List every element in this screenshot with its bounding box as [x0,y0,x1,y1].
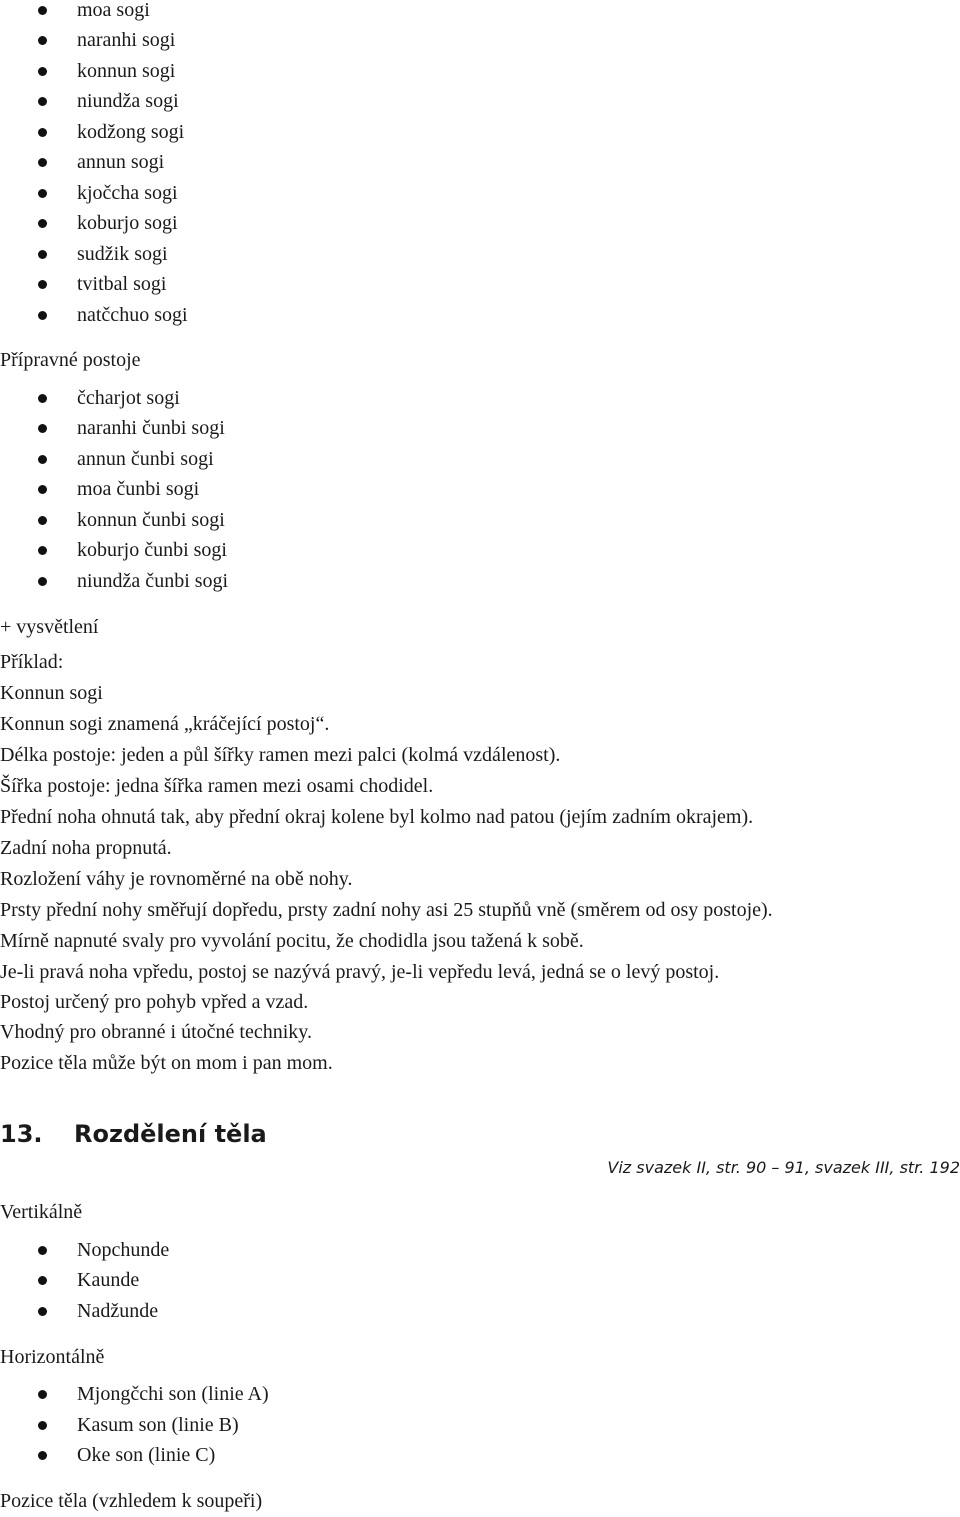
bullet-icon [38,455,47,464]
paragraph-line: Mírně napnuté svaly pro vyvolání pocitu, že chodidla jsou tažená k sobě. [0,930,584,952]
list-item: naranhi čunbi sogi [0,418,960,442]
list-item: annun sogi [0,152,960,176]
bullet-icon [38,189,47,198]
example-label: Příklad: [0,651,64,673]
bullet-icon [38,516,47,525]
list-item: konnun čunbi sogi [0,510,960,534]
list-item: Nopchunde [0,1240,960,1264]
list-item: koburjo sogi [0,213,960,237]
bullet-icon [38,1307,47,1316]
list-item: Nadžunde [0,1301,960,1325]
list-item: čcharjot sogi [0,388,960,412]
list-item: niundža čunbi sogi [0,571,960,595]
paragraph-line: Postoj určený pro pohyb vpřed a vzad. [0,991,309,1013]
bullet-icon [38,311,47,320]
paragraph-line: Rozložení váhy je rovnoměrné na obě nohy. [0,868,353,890]
bullet-icon [38,280,47,289]
bullet-icon [38,1390,47,1399]
paragraph-line: Konnun sogi znamená „kráčející postoj“. [0,713,330,735]
bullet-icon [38,250,47,259]
paragraph-line: Vhodný pro obranné i útočné techniky. [0,1021,312,1043]
bullet-icon [38,67,47,76]
bullet-icon [38,1246,47,1255]
bullet-icon [38,128,47,137]
bullet-icon [38,424,47,433]
explanation-heading: + vysvětlení [0,616,99,638]
paragraph-line: Pozice těla může být on mom i pan mom. [0,1052,333,1074]
list-item: Oke son (linie C) [0,1445,960,1469]
preparatory-heading: Přípravné postoje [0,349,141,371]
position-heading: Pozice těla (vzhledem k soupeři) [0,1490,263,1512]
section-reference: Viz svazek II, str. 90 – 91, svazek III, str. 192 [607,1158,960,1177]
paragraph-line: Přední noha ohnutá tak, aby přední okraj kolene byl kolmo nad patou (jejím zadním okrajem). [0,806,754,828]
bullet-icon [38,577,47,586]
list-item: natčchuo sogi [0,305,960,329]
list-item: kjočcha sogi [0,183,960,207]
list-item: koburjo čunbi sogi [0,540,960,564]
bullet-icon [38,546,47,555]
bullet-icon [38,394,47,403]
vertical-heading: Vertikálně [0,1201,83,1223]
list-item: sudžik sogi [0,244,960,268]
list-item: Kasum son (linie B) [0,1415,960,1439]
list-item: kodžong sogi [0,122,960,146]
list-item: Kaunde [0,1270,960,1294]
paragraph-line: Je-li pravá noha vpředu, postoj se nazývá pravý, je-li vepředu levá, jedná se o levý postoj. [0,961,720,983]
bullet-icon [38,1276,47,1285]
list-item: naranhi sogi [0,30,960,54]
bullet-icon [38,158,47,167]
bullet-icon [38,97,47,106]
list-item: annun čunbi sogi [0,449,960,473]
list-item: moa sogi [0,0,960,24]
horizontal-heading: Horizontálně [0,1346,105,1368]
paragraph-line: Prsty přední nohy směřují dopředu, prsty zadní nohy asi 25 stupňů vně (směrem od osy postoje). [0,899,773,921]
list-item: niundža sogi [0,91,960,115]
list-item: moa čunbi sogi [0,479,960,503]
bullet-icon [38,6,47,15]
list-item: tvitbal sogi [0,274,960,298]
paragraph-line: Zadní noha propnutá. [0,837,172,859]
paragraph-line: Šířka postoje: jedna šířka ramen mezi osami chodidel. [0,775,434,797]
list-item: Mjongčchi son (linie A) [0,1384,960,1408]
bullet-icon [38,36,47,45]
list-item: konnun sogi [0,61,960,85]
bullet-icon [38,219,47,228]
example-title: Konnun sogi [0,682,103,704]
bullet-icon [38,485,47,494]
paragraph-line: Délka postoje: jeden a půl šířky ramen mezi palci (kolmá vzdálenost). [0,744,561,766]
section-number: 13. [0,1120,43,1148]
bullet-icon [38,1421,47,1430]
section-title: Rozdělení těla [74,1120,267,1148]
bullet-icon [38,1451,47,1460]
